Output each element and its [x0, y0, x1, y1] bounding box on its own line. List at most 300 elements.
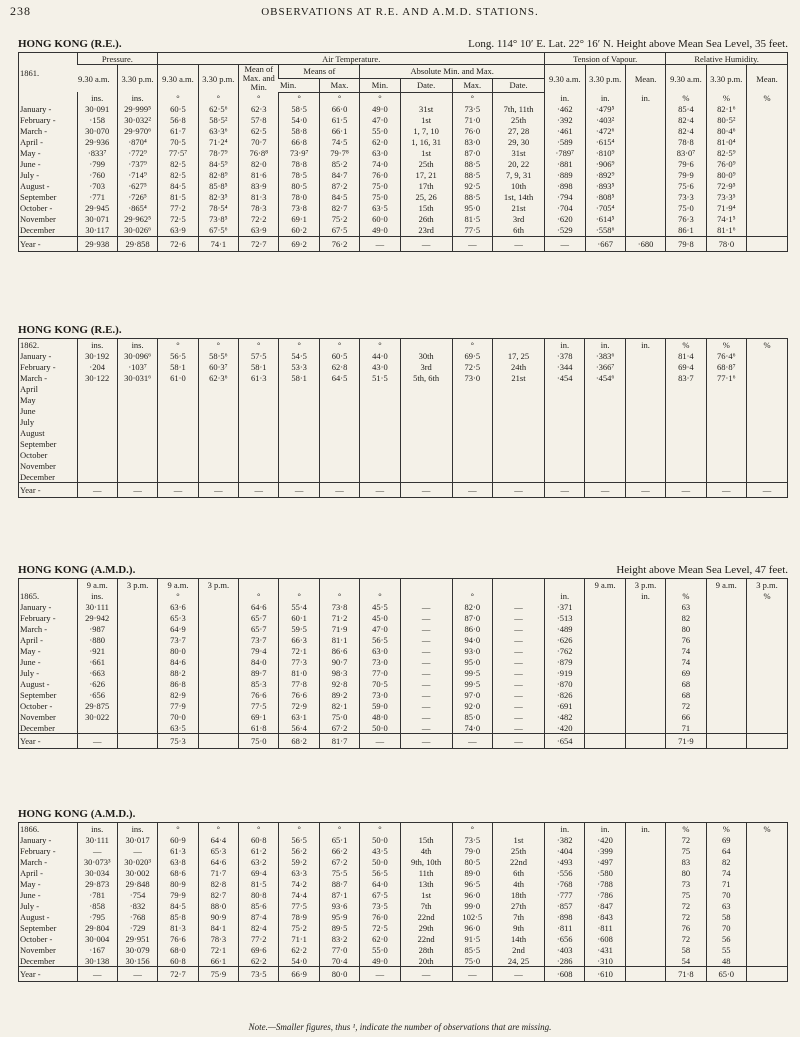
table-row: [19, 416, 787, 427]
table-row: [19, 394, 787, 405]
cell: [585, 678, 625, 689]
table-row: [19, 427, 787, 438]
row-label: November: [20, 711, 56, 722]
cell: 3rd: [400, 361, 452, 372]
cell: 63·9: [158, 225, 198, 237]
row-label: November: [20, 944, 56, 955]
subheader-cell: 9 a.m.: [585, 579, 625, 590]
cell: 58·8: [279, 126, 319, 137]
unit-cell: °: [239, 590, 279, 601]
unit-cell: ins.: [117, 339, 157, 350]
row-label: October: [20, 449, 48, 460]
hdr: Date.: [493, 78, 545, 92]
cell: 89·0: [452, 867, 492, 878]
cell: [77, 460, 117, 471]
cell: 43·0: [360, 361, 400, 372]
cell: 87·4: [239, 911, 279, 922]
cell: 77·2: [158, 203, 198, 214]
cell: [706, 601, 746, 612]
cell: ·906⁹: [585, 159, 625, 170]
cell: 89·7: [239, 667, 279, 678]
cell: ·667: [585, 236, 625, 251]
cell: [400, 427, 452, 438]
unit-cell: °: [279, 823, 319, 834]
unit-cell: [493, 823, 545, 834]
cell: 72: [666, 911, 706, 922]
cell: 76·6: [239, 689, 279, 700]
cell: ·865⁴: [117, 203, 157, 214]
cell: [625, 955, 665, 967]
cell: [198, 449, 238, 460]
cell: 68·2: [279, 734, 319, 749]
hdr: Max.: [319, 78, 359, 92]
cell: 83·7: [666, 372, 706, 383]
cell: 48: [706, 955, 746, 967]
cell: —: [400, 967, 452, 982]
cell: 88·0: [198, 900, 238, 911]
cell: [198, 612, 238, 623]
cell: [746, 449, 787, 460]
unit-cell: [117, 590, 157, 601]
cell: 87·0: [452, 148, 492, 159]
cell: 76·0: [360, 170, 400, 181]
cell: 71·7: [198, 867, 238, 878]
cell: 69·5: [452, 350, 492, 361]
cell: 61·2: [239, 845, 279, 856]
cell: 76·6: [158, 933, 198, 944]
cell: [117, 667, 157, 678]
cell: 62·3⁶: [198, 372, 238, 383]
cell: 72: [666, 900, 706, 911]
cell: 78·0: [279, 192, 319, 203]
cell: ·799: [77, 159, 117, 170]
table-row: [19, 471, 787, 483]
unit-cell: in.: [625, 339, 665, 350]
cell: 49·0: [360, 104, 400, 115]
cell: [706, 667, 746, 678]
unit-cell: %: [706, 823, 746, 834]
table-row: [19, 449, 787, 460]
cell: ·680: [625, 236, 665, 251]
cell: [625, 967, 665, 982]
cell: [279, 438, 319, 449]
cell: 80·5²: [706, 115, 746, 126]
cell: 72·9: [279, 700, 319, 711]
cell: 84·5⁹: [198, 159, 238, 170]
cell: 29·962⁵: [117, 214, 157, 225]
cell: 30·022: [77, 711, 117, 722]
row-label: December: [20, 471, 55, 482]
cell: —: [493, 623, 545, 634]
cell: 72: [666, 933, 706, 944]
cell: 66·0: [319, 104, 359, 115]
cell: —: [493, 734, 545, 749]
cell: ·857: [545, 900, 585, 911]
cell: 72·1: [279, 645, 319, 656]
cell: 58: [706, 911, 746, 922]
table-1866: [19, 823, 787, 981]
cell: [706, 460, 746, 471]
cell: [158, 460, 198, 471]
cell: [452, 427, 492, 438]
cell: 71·2⁴: [198, 137, 238, 148]
cell: —: [493, 601, 545, 612]
unit-cell: °: [360, 92, 400, 104]
unit-cell: °: [239, 92, 279, 104]
unit-cell: °: [239, 823, 279, 834]
cell: [400, 449, 452, 460]
cell: [452, 394, 492, 405]
cell: [625, 911, 665, 922]
cell: 63·8: [158, 856, 198, 867]
cell: ·789⁷: [545, 148, 585, 159]
cell: 61·5: [319, 115, 359, 126]
cell: 62·0: [360, 137, 400, 148]
cell: ·881: [545, 159, 585, 170]
cell: ·843: [585, 911, 625, 922]
cell: [625, 623, 665, 634]
cell: 73·5: [452, 834, 492, 845]
cell: [585, 634, 625, 645]
cell: 65·3: [158, 612, 198, 623]
cell: [545, 383, 585, 394]
cell: [746, 967, 787, 982]
row-label: December: [20, 955, 55, 966]
unit-cell: in.: [545, 92, 585, 104]
cell: ·344: [545, 361, 585, 372]
cell: —: [493, 483, 545, 498]
cell: 70·0: [158, 711, 198, 722]
hdr: 9.30 a.m.: [78, 73, 110, 84]
section-title: HONG KONG (R.E.).: [18, 38, 122, 50]
cell: [319, 471, 359, 483]
unit-cell: in.: [625, 92, 665, 104]
cell: 78·5: [279, 170, 319, 181]
cell: [747, 126, 787, 137]
cell: ·811: [585, 922, 625, 933]
cell: [747, 137, 787, 148]
cell: [117, 427, 157, 438]
unit-cell: ins.: [77, 339, 117, 350]
unit-cell: [400, 823, 452, 834]
cell: [625, 933, 665, 944]
cell: 80·0: [319, 967, 359, 982]
cell: 56·5: [279, 834, 319, 845]
cell: [746, 416, 787, 427]
cell: ·870: [545, 678, 585, 689]
cell: 71·2: [319, 612, 359, 623]
cell: 95·0: [452, 203, 492, 214]
cell: [746, 933, 787, 944]
cell: ·167: [77, 944, 117, 955]
cell: ·627⁵: [117, 181, 157, 192]
cell: [239, 438, 279, 449]
cell: 72: [666, 834, 706, 845]
cell: ·392: [545, 115, 585, 126]
cell: [666, 449, 706, 460]
year-label: 1862.: [20, 339, 40, 350]
cell: [706, 416, 746, 427]
cell: —: [493, 967, 545, 982]
cell: [747, 104, 787, 115]
cell: 67·5: [319, 225, 359, 237]
cell: ·892⁹: [585, 170, 625, 181]
table-row: [19, 700, 787, 711]
cell: [585, 700, 625, 711]
cell: 76: [666, 922, 706, 933]
cell: [747, 159, 787, 170]
row-label: February -: [20, 115, 56, 125]
cell: [747, 148, 787, 159]
unit-cell: °: [279, 590, 319, 601]
cell: 82: [666, 612, 706, 623]
cell: [625, 900, 665, 911]
row-label: February -: [20, 845, 56, 856]
cell: ·378: [545, 350, 585, 361]
cell: [545, 460, 585, 471]
cell: 78·0: [706, 236, 746, 251]
unit-cell: [400, 590, 452, 601]
cell: 30·020³: [117, 856, 157, 867]
hdr: Min.: [360, 78, 400, 92]
cell: ·615⁴: [585, 137, 625, 148]
cell: ·580: [585, 867, 625, 878]
cell: [585, 449, 625, 460]
cell: ·833⁷: [77, 148, 117, 159]
cell: [746, 394, 787, 405]
row-label: January -: [20, 104, 52, 114]
row-label: May -: [20, 645, 41, 656]
cell: 74·1: [198, 236, 238, 251]
cell: ·810⁹: [585, 148, 625, 159]
cell: —: [77, 483, 117, 498]
cell: 79·9: [158, 889, 198, 900]
cell: [706, 711, 746, 722]
cell: 86·0: [452, 623, 492, 634]
cell: —: [400, 722, 452, 734]
cell: 80·9: [158, 878, 198, 889]
cell: 30·079: [117, 944, 157, 955]
cell: 22nd: [493, 856, 545, 867]
cell: [77, 416, 117, 427]
cell: [585, 722, 625, 734]
cell: 82·4: [666, 115, 706, 126]
cell: ·529: [545, 225, 585, 237]
cell: 64·4: [198, 834, 238, 845]
cell: [117, 722, 157, 734]
cell: ·788: [585, 878, 625, 889]
cell: 81·4: [666, 350, 706, 361]
cell: 76·0: [452, 126, 492, 137]
table-row: [19, 678, 787, 689]
cell: 29·970⁶: [117, 126, 157, 137]
cell: 64·9: [158, 623, 198, 634]
cell: —: [493, 656, 545, 667]
subheader-cell: [545, 579, 585, 590]
group-humidity: Relative Humidity.: [666, 53, 787, 65]
cell: [746, 834, 787, 845]
cell: [625, 427, 665, 438]
row-label: September: [20, 438, 57, 449]
cell: 30·070: [77, 126, 117, 137]
cell: 76: [666, 634, 706, 645]
section-title: HONG KONG (R.E.).: [18, 324, 122, 336]
cell: [319, 460, 359, 471]
cell: 72·2: [239, 214, 279, 225]
cell: 56·5: [158, 350, 198, 361]
table-row: [19, 460, 787, 471]
table-row: [19, 383, 787, 394]
cell: 78·9: [279, 911, 319, 922]
cell: 92·5: [452, 181, 492, 192]
cell: ·404: [545, 845, 585, 856]
cell: 69·1: [239, 711, 279, 722]
cell: 30·096⁶: [117, 350, 157, 361]
unit-cell: ins.: [77, 92, 117, 104]
unit-cell: %: [747, 92, 787, 104]
cell: [400, 471, 452, 483]
cell: [585, 471, 625, 483]
cell: —: [77, 734, 117, 749]
cell: 84·0: [239, 656, 279, 667]
cell: —: [746, 483, 787, 498]
cell: 77·1⁶: [706, 372, 746, 383]
cell: 75·5: [319, 867, 359, 878]
cell: 63·3: [279, 867, 319, 878]
table-row: [19, 405, 787, 416]
table-body: [19, 579, 787, 748]
cell: 60·3⁷: [198, 361, 238, 372]
unit-cell: °: [158, 823, 198, 834]
cell: ·626: [545, 634, 585, 645]
cell: —: [400, 612, 452, 623]
cell: ·472⁶: [585, 126, 625, 137]
table-row: [19, 148, 787, 159]
cell: 7, 9, 31: [493, 170, 545, 181]
cell: 24, 25: [493, 955, 545, 967]
cell: 54: [666, 955, 706, 967]
cell: 29·999⁵: [117, 104, 157, 115]
cell: 80·5: [279, 181, 319, 192]
cell: [746, 722, 787, 734]
unit-cell: %: [666, 823, 706, 834]
cell: ·382: [545, 834, 585, 845]
cell: —: [493, 689, 545, 700]
cell: 26th: [400, 214, 452, 225]
cell: [625, 645, 665, 656]
year-total-row: [19, 734, 787, 749]
cell: [746, 350, 787, 361]
cell: [625, 170, 665, 181]
cell: [625, 656, 665, 667]
hdr: Mean of Max. and Min.: [239, 65, 279, 93]
cell: [117, 689, 157, 700]
unit-cell: %: [706, 92, 746, 104]
cell: [706, 394, 746, 405]
cell: 71·9: [319, 623, 359, 634]
cell: [239, 471, 279, 483]
cell: [746, 471, 787, 483]
cell: 73·8⁵: [198, 214, 238, 225]
table-row: [19, 634, 787, 645]
cell: 69: [666, 667, 706, 678]
cell: 84·5: [319, 192, 359, 203]
cell: [158, 416, 198, 427]
cell: [117, 645, 157, 656]
cell: [158, 471, 198, 483]
cell: 70: [706, 889, 746, 900]
cell: [77, 394, 117, 405]
cell: [319, 383, 359, 394]
cell: 7th: [493, 911, 545, 922]
hdr: 3.30 p.m.: [585, 65, 625, 93]
cell: [493, 438, 545, 449]
cell: ·729: [117, 922, 157, 933]
cell: 61·7: [158, 126, 198, 137]
cell: [747, 115, 787, 126]
row-label: May -: [20, 148, 41, 158]
table-1861: [19, 53, 787, 251]
table-row: [19, 372, 787, 383]
subheader-cell: [666, 579, 706, 590]
cell: ·781: [77, 889, 117, 900]
cell: 61·8: [239, 722, 279, 734]
cell: [746, 405, 787, 416]
cell: 78·3: [198, 933, 238, 944]
cell: 56·4: [279, 722, 319, 734]
cell: [625, 689, 665, 700]
cell: 58·1: [279, 372, 319, 383]
cell: [625, 449, 665, 460]
cell: 74·2: [279, 878, 319, 889]
cell: [625, 634, 665, 645]
cell: 81·0: [279, 667, 319, 678]
hdr: 9.30 a.m.: [158, 65, 198, 93]
cell: 84·5: [158, 900, 198, 911]
cell: 81·7: [319, 734, 359, 749]
cell: 30·004: [77, 933, 117, 944]
cell: [746, 900, 787, 911]
cell: [239, 460, 279, 471]
cell: 77·8: [279, 678, 319, 689]
unit-cell: °: [319, 590, 359, 601]
cell: ·832: [117, 900, 157, 911]
cell: 27, 28: [493, 126, 545, 137]
cell: [625, 383, 665, 394]
table-row: [19, 711, 787, 722]
hdr: 3.30 p.m.: [706, 65, 746, 93]
row-label: January -: [20, 834, 52, 845]
cell: [117, 700, 157, 711]
cell: [585, 689, 625, 700]
table-row: [19, 911, 787, 922]
hdr: Mean.: [625, 65, 665, 93]
cell: [319, 416, 359, 427]
row-label: March -: [20, 372, 48, 383]
cell: 30·111: [77, 834, 117, 845]
cell: [746, 623, 787, 634]
cell: [625, 159, 665, 170]
cell: 17, 25: [493, 350, 545, 361]
cell: 69·4: [666, 361, 706, 372]
cell: ·704: [545, 203, 585, 214]
cell: [279, 471, 319, 483]
cell: [625, 137, 665, 148]
cell: [493, 394, 545, 405]
table-row: [19, 922, 787, 933]
cell: ·454: [545, 372, 585, 383]
cell: 80·0: [158, 645, 198, 656]
